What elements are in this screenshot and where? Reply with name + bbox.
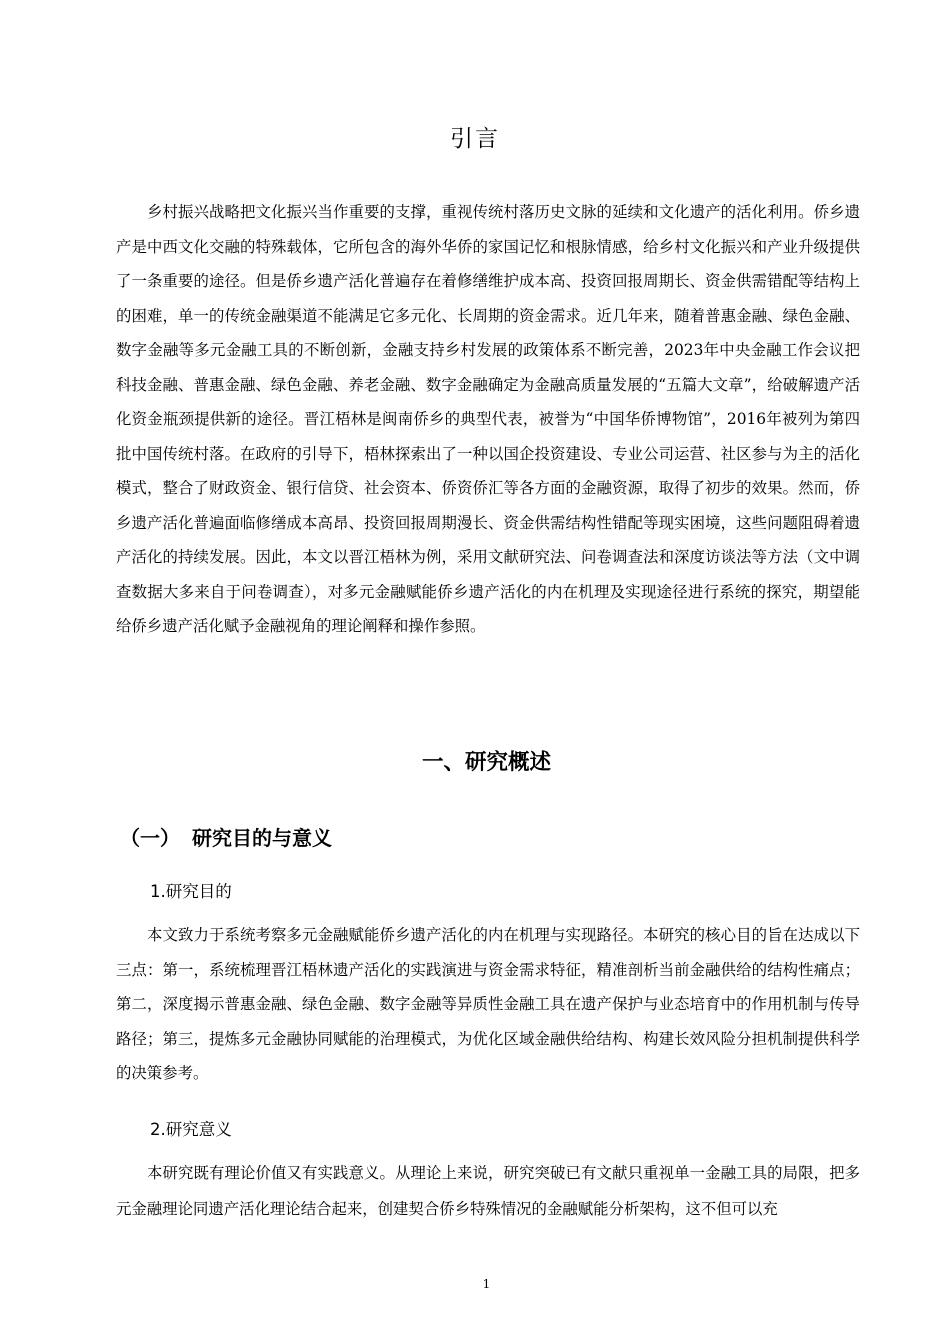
meaning-paragraph: 本研究既有理论价值又有实践意义。从理论上来说，研究突破已有文献只重视单一金融工具的局限，把多元金融理论同遗产活化理论结合起来，创建契合侨乡特殊情况的金融赋能分析架构，这不但可以充 xyxy=(116,1164,860,1218)
section-1-title: 一、研究概述 xyxy=(421,750,551,775)
purpose-heading: 1.研究目的 xyxy=(150,882,232,901)
intro-title: 引言 xyxy=(450,126,500,152)
subsection-1-number: （一） xyxy=(120,826,180,850)
meaning-heading: 2.研究意义 xyxy=(150,1120,232,1139)
purpose-paragraph: 本文致力于系统考察多元金融赋能侨乡遗产活化的内在机理与实现路径。本研究的核心目的旨在达成以下三点：第一，系统梳理晋江梧林遗产活化的实践演进与资金需求特征，精准剖析当前金融供给的结构性痛点；第二，深度揭示普惠金融、绿色金融、数字金融等异质性金融工具在遗产保护与业态培育中的作用机制与传导路径；第三，提炼多元金融协同赋能的治理模式，为优化区域金融供给结构、构建长效风险分担机制提供科学的决策参考。 xyxy=(116,926,860,1082)
subsection-1-title: 研究目的与意义 xyxy=(192,826,332,850)
page-number: 1 xyxy=(482,1277,491,1291)
intro-paragraph: 乡村振兴战略把文化振兴当作重要的支撑，重视传统村落历史文脉的延续和文化遗产的活化利用。侨乡遗产是中西文化交融的特殊载体，它所包含的海外华侨的家国记忆和根脉情感，给乡村文化振兴和产业升级提供了一条重要的途径。但是侨乡遗产活化普遍存在着修缮维护成本高、投资回报周期长、资金供需错配等结构上的困难，单一的传统金融渠道不能满足它多元化、长周期的资金需求。近几年来，随着普惠金融、绿色金融、数字金融等多元金融工具的不断创新，金融支持乡村发展的政策体系不断完善，2023年中央金融工作会议把科技金融、普惠金融、绿色金融、养老金融、数字金融确定为金融高质量发展的“五篇大文章”，给破解遗产活化资金瓶颈提供新的途径。晋江梧林是闽南侨乡的典型代表，被誉为“中国华侨博物馆”，2016年被列为第四批中国传统村落。在政府的引导下，梧林探索出了一种以国企投资建设、专业公司运营、社区参与为主的活化模式，整合了财政资金、银行信贷、社会资本、侨资侨汇等各方面的金融资源，取得了初步的效果。然而，侨乡遗产活化普遍面临修缮成本高昂、投资回报周期漫长、资金供需结构性错配等现实困境，这些问题阻碍着遗产活化的持续发展。因此，本文以晋江梧林为例，采用文献研究法、问卷调查法和深度访谈法等方法（文中调查数据大多来自于问卷调查），对多元金融赋能侨乡遗产活化的内在机理及实现途径进行系统的探究，期望能给侨乡遗产活化赋予金融视角的理论阐释和操作参照。 xyxy=(116,203,860,635)
subsection-1-heading xyxy=(120,822,332,854)
